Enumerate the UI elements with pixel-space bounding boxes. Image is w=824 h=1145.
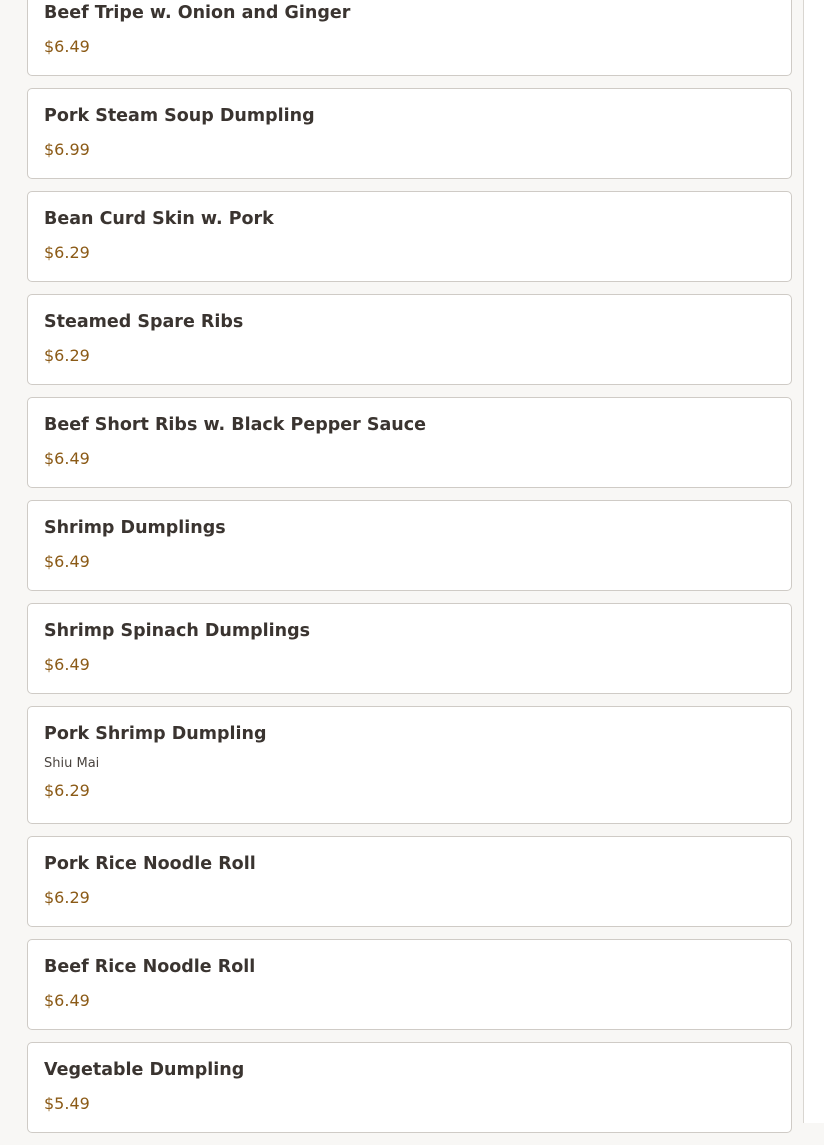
menu-item-name: Steamed Spare Ribs — [44, 312, 244, 332]
right-gutter — [804, 0, 824, 1123]
menu-item-name: Shrimp Dumplings — [44, 518, 226, 538]
menu-item-card[interactable] — [27, 836, 792, 927]
menu-item-price: $6.49 — [44, 449, 90, 468]
menu-item-card[interactable] — [27, 500, 792, 591]
menu-item-price: $6.49 — [44, 552, 90, 571]
menu-item-card[interactable] — [27, 0, 792, 76]
menu-item-name: Pork Steam Soup Dumpling — [44, 106, 315, 126]
menu-item-price: $6.49 — [44, 655, 90, 674]
menu-item-card[interactable] — [27, 939, 792, 1030]
menu-item-price: $6.29 — [44, 346, 90, 365]
menu-item-card[interactable] — [27, 88, 792, 179]
menu-item-name: Beef Rice Noodle Roll — [44, 957, 256, 977]
menu-item-price: $6.49 — [44, 991, 90, 1010]
menu-item-description: Shiu Mai — [44, 756, 100, 771]
menu-item-price: $6.29 — [44, 781, 90, 800]
menu-item-price: $6.29 — [44, 243, 90, 262]
menu-item-name: Beef Short Ribs w. Black Pepper Sauce — [44, 415, 426, 435]
menu-item-card[interactable] — [27, 603, 792, 694]
menu-item-name: Vegetable Dumpling — [44, 1060, 245, 1080]
menu-item-name: Beef Tripe w. Onion and Ginger — [44, 3, 351, 23]
menu-item-price: $6.49 — [44, 37, 90, 56]
menu-item-card[interactable] — [27, 706, 792, 824]
menu-item-name: Pork Rice Noodle Roll — [44, 854, 256, 874]
menu-item-card[interactable] — [27, 191, 792, 282]
menu-item-name: Shrimp Spinach Dumplings — [44, 621, 311, 641]
menu-item-name: Pork Shrimp Dumpling — [44, 724, 267, 744]
menu-item-price: $6.99 — [44, 140, 90, 159]
menu-item-card[interactable] — [27, 294, 792, 385]
menu-item-card[interactable] — [27, 397, 792, 488]
menu-item-name: Bean Curd Skin w. Pork — [44, 209, 274, 229]
menu-list — [27, 0, 792, 1145]
menu-item-price: $5.49 — [44, 1094, 90, 1113]
menu-item-card[interactable] — [27, 1042, 792, 1133]
menu-item-price: $6.29 — [44, 888, 90, 907]
